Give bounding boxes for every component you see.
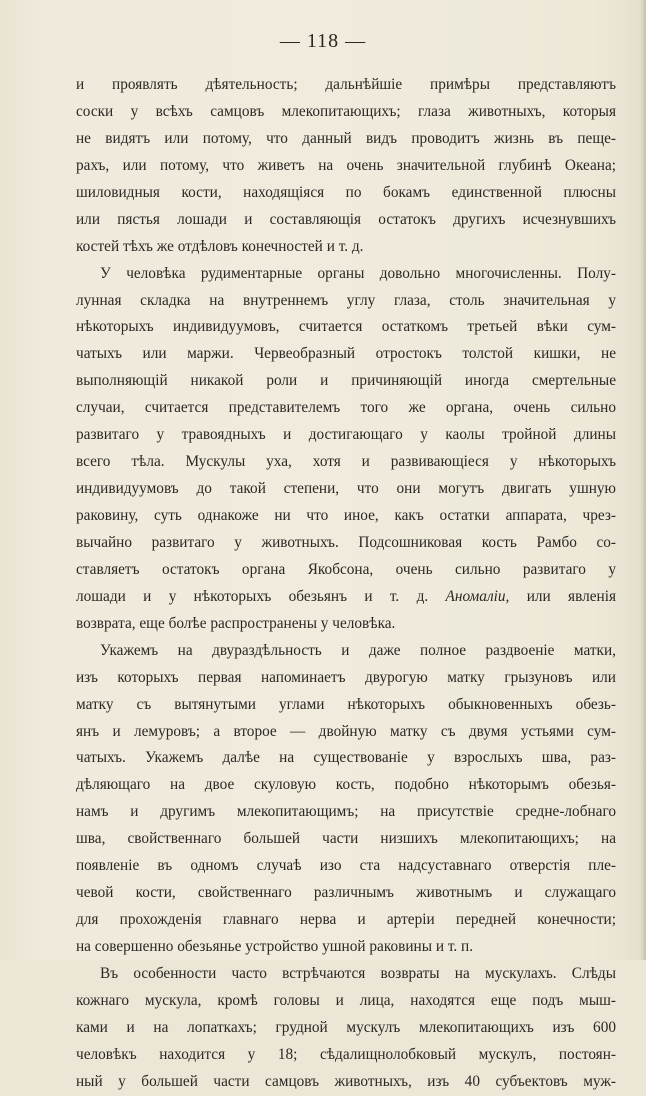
text-line: шва, свойственнаго большей части низшихъ млекопитающихъ; на [76,830,616,848]
text-line: чевой кости, свойственнаго различнымъ животнымъ и служащаго [76,884,616,902]
text-line: соски у всѣхъ самцовъ млекопитающихъ; глаза животныхъ, которыя [76,102,616,120]
text-line: изъ которыхъ первая напоминаетъ двурогую матку грызуновъ или [76,668,616,686]
text-line: кожнаго мускула, кромѣ головы и лица, находятся еще подъ мыш- [76,991,616,1009]
text-line: выполняющій никакой роли и причиняющій иногда смертельные [76,372,616,390]
text-line: шиловидныя кости, находящіяся по бокамъ единственной плюсны [76,183,616,201]
paragraph [76,638,616,961]
text-line: янъ и лемуровъ; а второе — двойную матку съ двумя устьями сум- [76,722,616,740]
text-line: случаи, считается представителемъ того же органа, очень сильно [76,399,616,417]
text-line: ставляетъ остатокъ органа Якобсона, очень сильно развитаго у [76,560,616,578]
page-number: — 118 — [279,30,367,52]
body-text [76,72,616,1096]
text-line [76,584,616,611]
text-line: У человѣка рудиментарные органы довольно многочисленны. Полу- [100,264,616,282]
text-line: лунная складка на внутреннемъ углу глаза, столь значительная у [76,291,616,309]
text-line: не видятъ или потому, что данный видъ проводитъ жизнь въ пеще- [76,129,616,147]
text-line: чатыхъ. Укажемъ далѣе на существованіе у взрослыхъ шва, раз- [76,749,616,767]
italic-term: Аномаліи, [445,587,510,605]
text-line: человѣкъ находится у 18; сѣдалищнолобковый мускулъ, постоян- [76,1045,616,1063]
text-line: появленіе въ одномъ случаѣ изо ста надсуставнаго отверстія пле- [76,857,616,875]
text-line: или пястья лошади и составляющія остатокъ другихъ исчезнувшихъ [76,210,616,228]
text-run: лошади и у нѣкоторыхъ обезьянъ и т. д. [76,587,429,605]
text-line: намъ и другимъ млекопитающимъ; на присутствіе средне-лобнаго [76,803,616,821]
text-line: на совершенно обезьянье устройство ушной раковины и т. п. [76,938,474,955]
paragraph [76,72,616,261]
text-line: ный у большей части самцовъ животныхъ, изъ 40 субъектовъ муж- [76,1072,616,1090]
text-line: Укажемъ на двураздѣльность и даже полное раздвоеніе матки, [100,641,616,659]
text-line: и проявлять дѣятельность; дальнѣйшіе примѣры представляютъ [76,76,616,93]
text-line: для прохожденія главнаго нерва и артеріи передней конечности; [76,911,616,929]
text-line: развитаго у травоядныхъ и достигающаго у каолы тройной длины [76,426,616,444]
paragraph [76,261,616,638]
paragraph [76,961,616,1096]
text-run: или явленія [526,587,616,605]
text-line: возврата, еще болѣе распространены у человѣка. [76,614,396,632]
text-line: Въ особенности часто встрѣчаются возвраты на мускулахъ. Слѣды [100,964,616,982]
text-line: чатыхъ или маржи. Червеобразный отростокъ толстой кишки, не [76,345,616,363]
text-line: нѣкоторыхъ индивидуумовъ, считается остаткомъ третьей вѣки сум- [76,318,616,336]
text-line: рахъ, или потому, что живетъ на очень значительной глубинѣ Океана; [76,156,616,174]
text-line: матку съ вытянутыми углами нѣкоторыхъ обыкновенныхъ обезь- [76,695,616,713]
text-line: дѣляющаго на двое скуловую кость, подобно нѣкоторымъ обезья- [76,776,616,794]
text-line: костей тѣхъ же отдѣловъ конечностей и т. д. [76,237,364,255]
text-line: индивидуумовъ до такой степени, что они могутъ двигать ушную [76,480,616,498]
text-line: вычайно развитаго у животныхъ. Подсошниковая кость Рамбо со- [76,533,616,551]
text-line: раковину, суть однакоже ни что иное, какъ остатки аппарата, чрез- [76,507,616,524]
page-edge-shadow [640,0,646,960]
text-line: ками и на лопаткахъ; грудной мускулъ млекопитающихъ изъ 600 [76,1018,616,1036]
text-line: всего тѣла. Мускулы уха, хотя и развивающіеся у нѣкоторыхъ [76,453,616,471]
